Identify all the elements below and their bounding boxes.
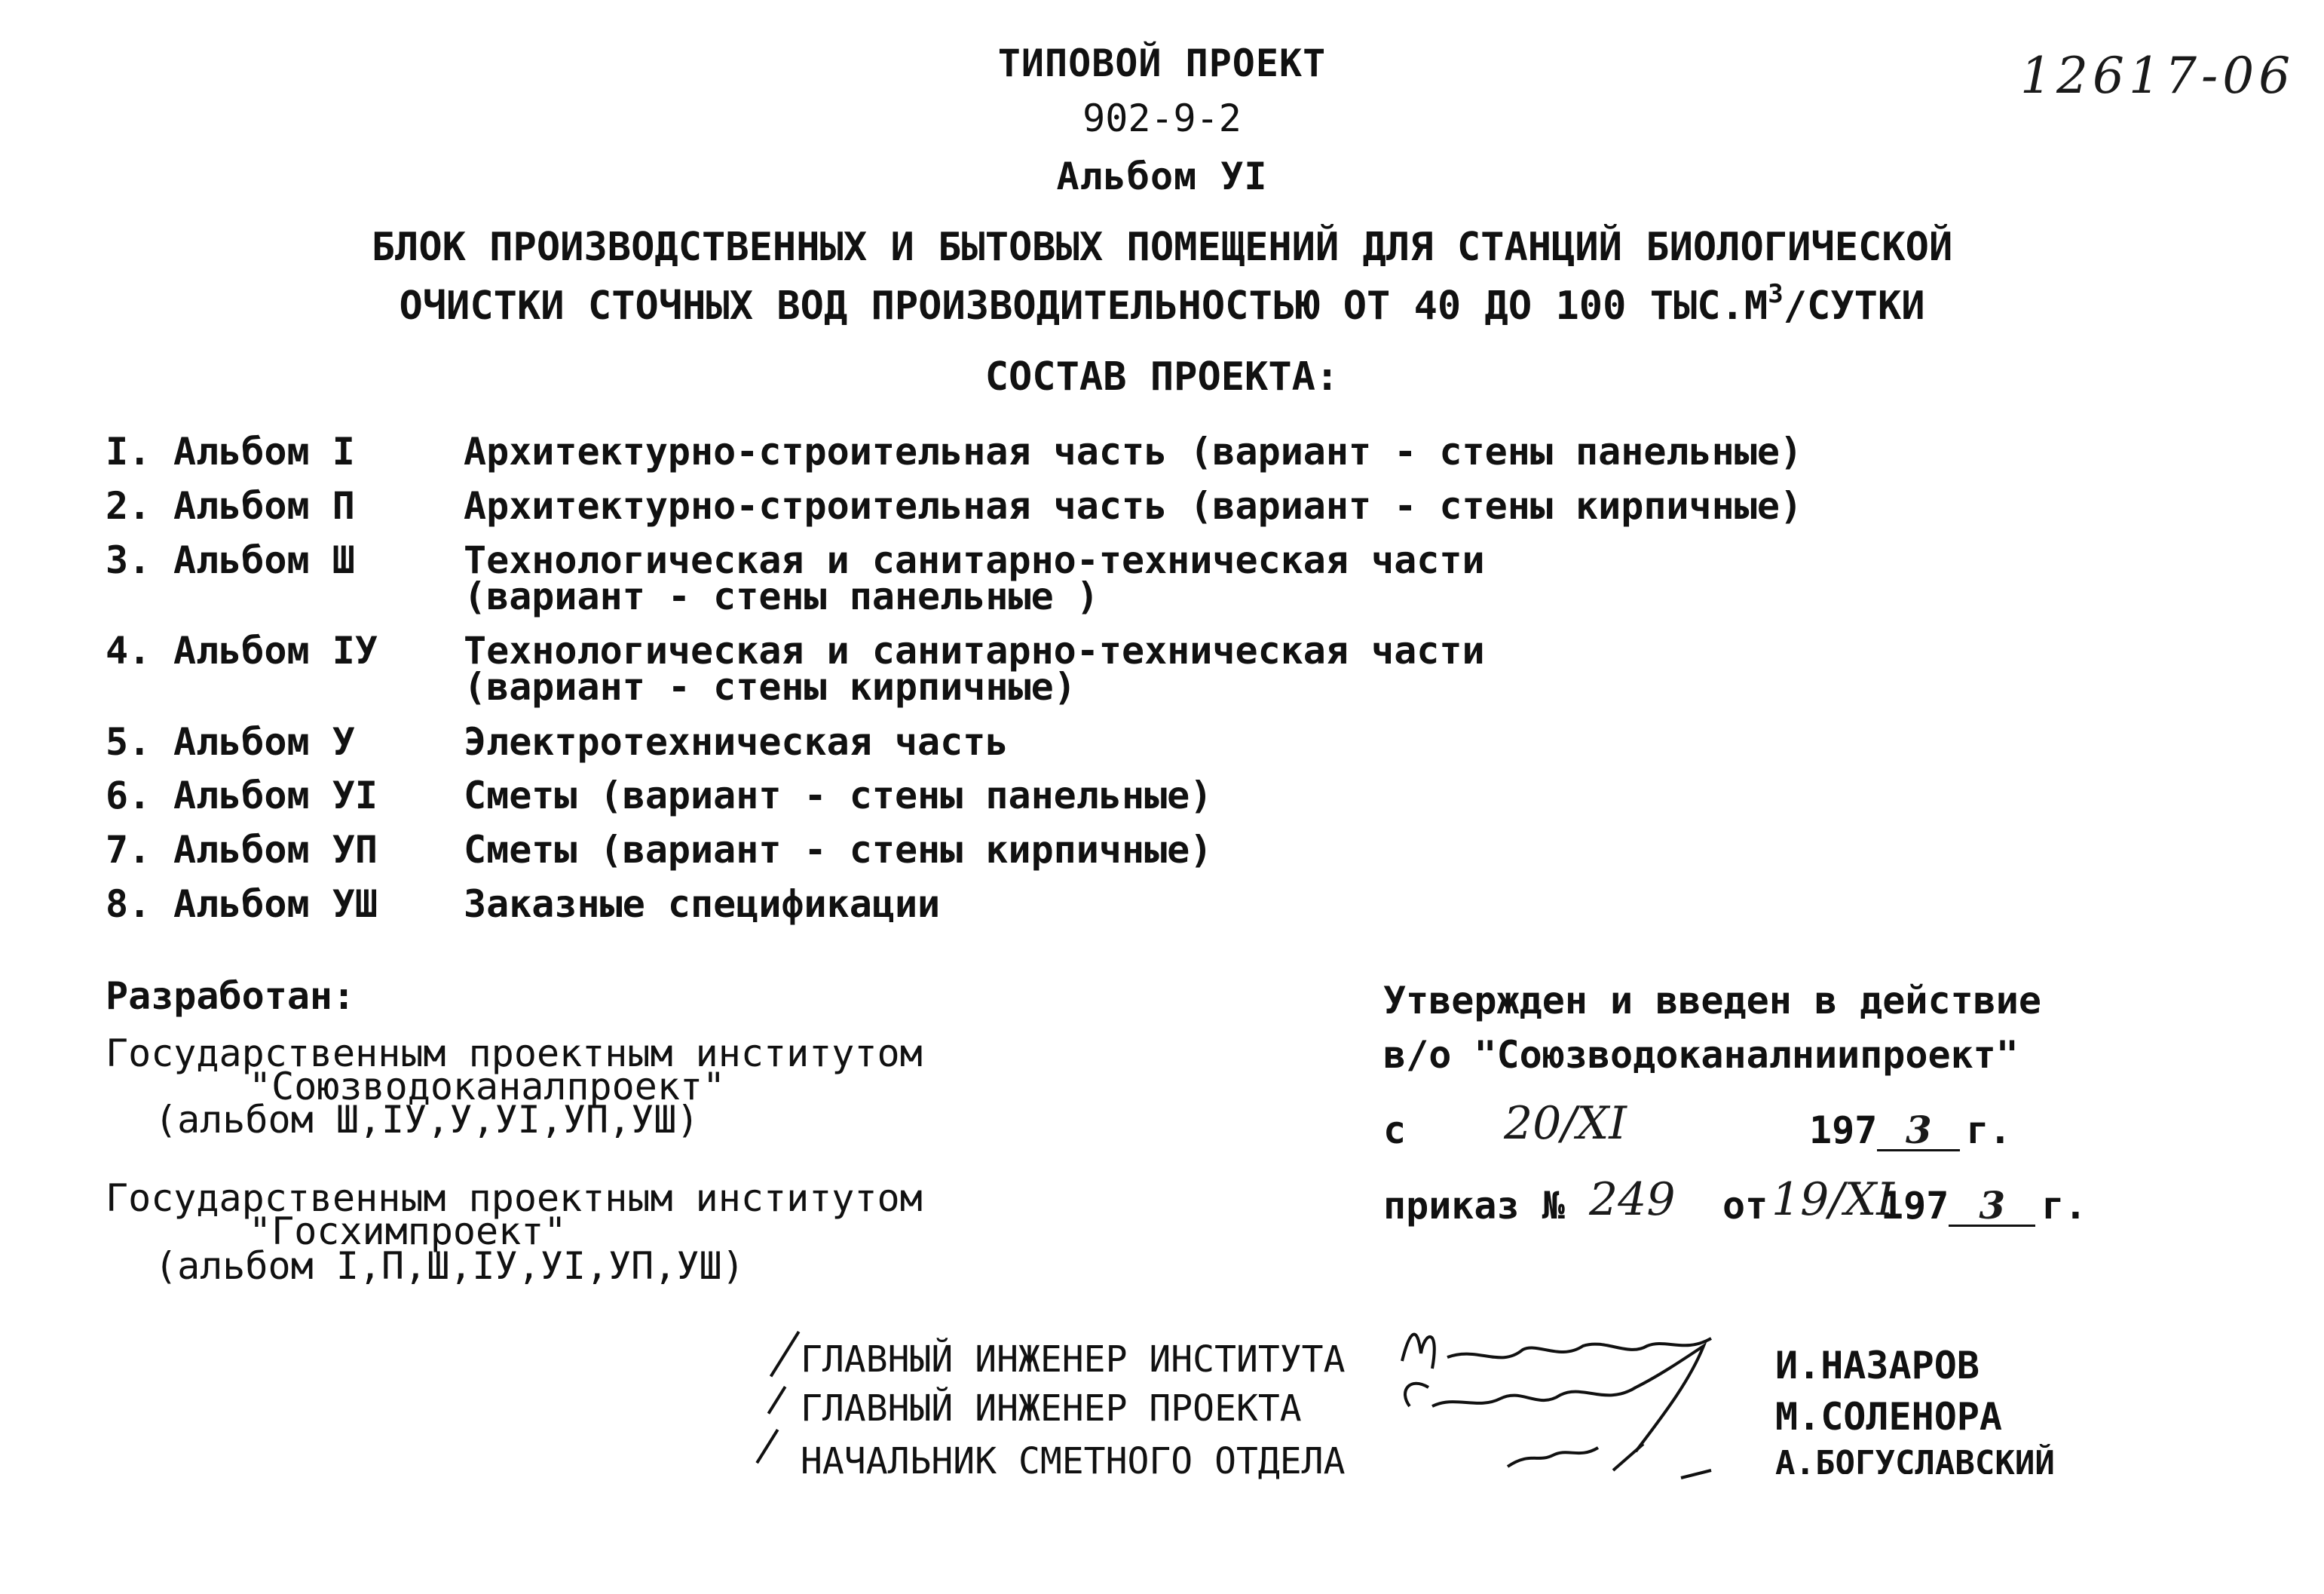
title-line-1: БЛОК ПРОИЗВОДСТВЕННЫХ И БЫТОВЫХ ПОМЕЩЕНИЙ ДЛЯ СТАНЦИЙ БИОЛОГИЧЕСКОЙ	[371, 225, 1953, 270]
item-description: Архитектурно-строительная часть (вариант - стены панельные)	[464, 430, 1803, 474]
item-number: 3.	[106, 538, 152, 582]
signature-position: ГЛАВНЫЙ ИНЖЕНЕР ПРОЕКТА	[801, 1387, 1302, 1430]
order-number: 249	[1589, 1173, 1676, 1226]
item-description: Технологическая и санитарно-техническая части	[464, 629, 1485, 673]
item-album: Альбом П	[173, 484, 355, 528]
order-year-prefix: 197	[1881, 1184, 1949, 1228]
order-year-digit: 3	[1949, 1187, 2035, 1227]
item-album: Альбом УI	[173, 774, 378, 817]
signature-name: А.БОГУСЛАВСКИЙ	[1775, 1444, 2055, 1474]
approved-from-date: 20/XI	[1504, 1097, 1627, 1150]
project-number: 902-9-2	[1082, 97, 1242, 140]
signature-name: М.СОЛЕНОРА	[1775, 1395, 2003, 1439]
item-album: Альбом У	[173, 720, 355, 764]
item-description: Технологическая и санитарно-техническая части	[464, 538, 1485, 582]
signature-position: ГЛАВНЫЙ ИНЖЕНЕР ИНСТИТУТА	[801, 1338, 1346, 1381]
item-number: I.	[106, 430, 152, 474]
slash-mark	[770, 1331, 800, 1377]
title-line-2-tail: /СУТКИ	[1783, 284, 1925, 329]
item-album: Альбом УП	[173, 828, 378, 872]
item-album: Альбом УШ	[173, 882, 378, 926]
item-number: 6.	[106, 774, 152, 817]
year-suffix: г.	[1966, 1108, 2012, 1152]
composition-heading: СОСТАВ ПРОЕКТА:	[984, 354, 1340, 400]
title-line-2	[0, 279, 2324, 329]
developed-label: Разработан:	[106, 974, 356, 1018]
developer-2-line-1: Государственным проектным институтом	[106, 1176, 923, 1220]
item-description: Электротехническая часть	[464, 720, 1009, 764]
item-number: 5.	[106, 720, 152, 764]
developer-1-name: "Союзводоканалпроект"	[249, 1065, 726, 1108]
signature-name: И.НАЗАРОВ	[1775, 1344, 1980, 1387]
signature-position: НАЧАЛЬНИК СМЕТНОГО ОТДЕЛА	[801, 1440, 1346, 1479]
item-description: Сметы (вариант - стены кирпичные)	[464, 828, 1213, 872]
item-number: 8.	[106, 882, 152, 926]
order-date: 19/XI	[1771, 1173, 1894, 1226]
title-line-2-main: ОЧИСТКИ СТОЧНЫХ ВОД ПРОИЗВОДИТЕЛЬНОСТЬЮ ОТ 40 ДО 100 ТЫС.М	[399, 284, 1768, 329]
developer-2-name: "Госхимпроект"	[249, 1209, 567, 1253]
order-year	[1881, 1184, 2087, 1228]
item-album: Альбом I	[173, 430, 355, 474]
item-album: Альбом Ш	[173, 538, 355, 582]
developer-2-albums: (альбом I,П,Ш,IУ,УI,УП,УШ)	[155, 1244, 745, 1288]
year-digit: 3	[1877, 1111, 1960, 1151]
project-type: ТИПОВОЙ ПРОЕКТ	[997, 41, 1327, 85]
album-label: Альбом УI	[1056, 155, 1268, 198]
slash-mark	[767, 1386, 787, 1415]
item-description: Архитектурно-строительная часть (вариант - стены кирпичные)	[464, 484, 1803, 528]
handwritten-signatures	[1387, 1316, 1734, 1489]
item-number: 2.	[106, 484, 152, 528]
item-album: Альбом IУ	[173, 629, 378, 673]
item-description: Сметы (вариант - стены панельные)	[464, 774, 1213, 817]
approved-from-label: с	[1383, 1108, 1407, 1152]
approved-year	[1809, 1108, 2012, 1152]
slash-mark	[755, 1429, 779, 1464]
order-label: приказ №	[1383, 1184, 1565, 1228]
item-description-cont: (вариант - стены кирпичные)	[464, 665, 1076, 709]
order-from-label: от	[1722, 1184, 1768, 1228]
year-prefix: 197	[1809, 1108, 1878, 1152]
item-number: 4.	[106, 629, 152, 673]
developer-1-line-1: Государственным проектным институтом	[106, 1032, 923, 1075]
archive-number: 12617-06	[2020, 47, 2295, 105]
item-number: 7.	[106, 828, 152, 872]
item-description: Заказные спецификации	[464, 882, 941, 926]
title-superscript: 3	[1768, 279, 1784, 309]
approved-line-2: в/о "Союзводоканалниипроект"	[1383, 1033, 2019, 1077]
developer-1-albums: (альбом Ш,IУ,У,УI,УП,УШ)	[155, 1098, 700, 1142]
order-year-suffix: г.	[2041, 1184, 2087, 1228]
item-description-cont: (вариант - стены панельные )	[464, 575, 1099, 618]
approved-line-1: Утвержден и введен в действие	[1383, 979, 2041, 1022]
